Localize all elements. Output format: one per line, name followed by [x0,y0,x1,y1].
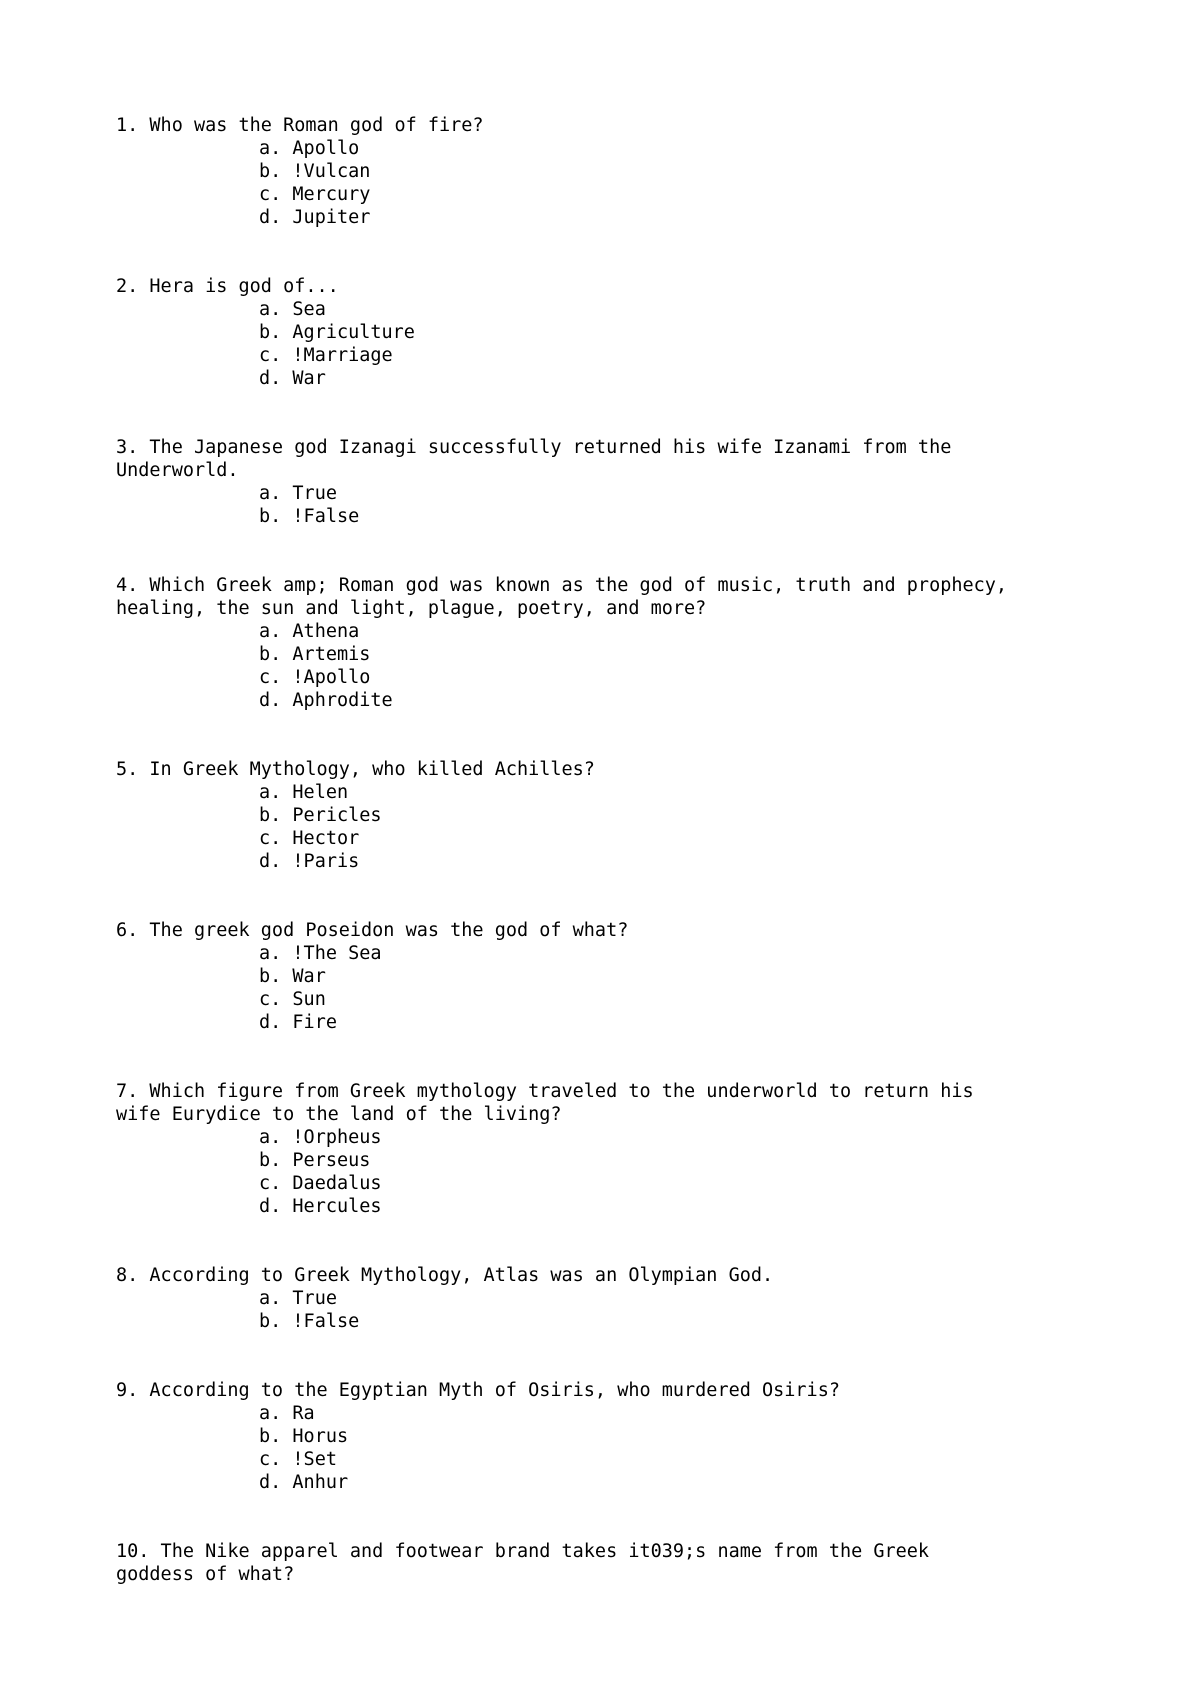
question-text: 5. In Greek Mythology, who killed Achilles? [116,759,595,780]
answer-option: d. Aphrodite [259,690,393,711]
answer-option: c. !Apollo [259,667,371,688]
answer-option: b. War [259,966,326,987]
answer-option: c. !Marriage [259,345,393,366]
answer-options [116,1402,1116,1494]
question-2 [116,275,1116,390]
question-9 [116,1379,1116,1494]
answer-option: b. Artemis [259,644,371,665]
question-text: 10. The Nike apparel and footwear brand takes it039;s name from the Greek goddess of what? [116,1541,930,1585]
answer-option: a. Athena [259,621,360,642]
question-3 [116,436,1116,528]
answer-option: b. !Vulcan [259,161,371,182]
question-7 [116,1080,1116,1218]
answer-option: b. !False [259,506,360,527]
answer-options [116,781,1116,873]
answer-option: d. !Paris [259,851,360,872]
answer-option: b. !False [259,1311,360,1332]
answer-option: a. Sea [259,299,326,320]
answer-option: c. Hector [259,828,360,849]
question-text: 4. Which Greek amp; Roman god was known as the god of music, truth and prophecy, healing, the sun and light, plague, poetry, and more? [116,575,1008,619]
question-10 [116,1540,1116,1586]
answer-option: d. Jupiter [259,207,371,228]
answer-options [116,137,1116,229]
answer-option: d. Fire [259,1012,337,1033]
answer-option: a. True [259,483,337,504]
question-1 [116,114,1116,229]
answer-option: a. True [259,1288,337,1309]
answer-options [116,482,1116,528]
answer-option: b. Perseus [259,1150,371,1171]
answer-option: d. War [259,368,326,389]
answer-options [116,1287,1116,1333]
answer-option: b. Agriculture [259,322,415,343]
question-6 [116,919,1116,1034]
answer-option: d. Hercules [259,1196,382,1217]
question-4 [116,574,1116,712]
question-text: 2. Hera is god of... [116,276,339,297]
question-5 [116,758,1116,873]
question-text: 7. Which figure from Greek mythology traveled to the underworld to return his wife Eurydice to the land of the living? [116,1081,974,1125]
question-text: 8. According to Greek Mythology, Atlas was an Olympian God. [116,1265,774,1286]
answer-options [116,1126,1116,1218]
answer-option: b. Horus [259,1426,349,1447]
question-text: 9. According to the Egyptian Myth of Osiris, who murdered Osiris? [116,1380,840,1401]
answer-option: b. Pericles [259,805,382,826]
answer-option: a. Helen [259,782,349,803]
answer-option: a. !The Sea [259,943,382,964]
answer-options [116,620,1116,712]
answer-option: c. !Set [259,1449,337,1470]
question-text: 6. The greek god Poseidon was the god of what? [116,920,629,941]
answer-option: d. Anhur [259,1472,349,1493]
answer-option: a. Ra [259,1403,315,1424]
question-text: 3. The Japanese god Izanagi successfully returned his wife Izanami from the Underworld. [116,437,952,481]
answer-options [116,298,1116,390]
answer-option: a. !Orpheus [259,1127,382,1148]
question-text: 1. Who was the Roman god of fire? [116,115,484,136]
answer-option: a. Apollo [259,138,360,159]
answer-options [116,942,1116,1034]
answer-option: c. Mercury [259,184,371,205]
answer-option: c. Daedalus [259,1173,382,1194]
question-8 [116,1264,1116,1333]
answer-option: c. Sun [259,989,326,1010]
